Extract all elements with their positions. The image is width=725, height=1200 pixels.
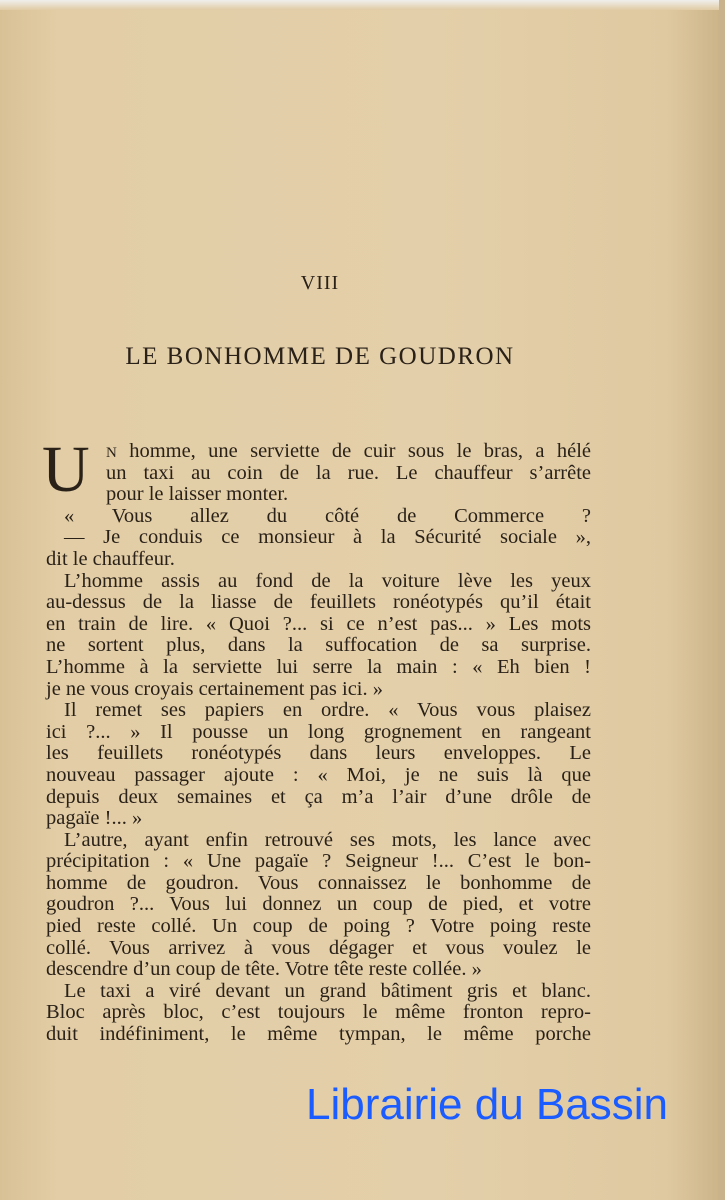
text-line: homme de goudron. Vous connaissez le bonhomme de — [46, 871, 591, 894]
text-line: pour le laisser monter. — [106, 483, 289, 506]
text-line: L’autre, ayant enfin retrouvé ses mots, les lance avec — [64, 828, 591, 851]
text-line: descendre d’un coup de tête. Votre tête reste collée. » — [46, 958, 482, 981]
text-line: les feuillets ronéotypés dans leurs enveloppes. Le — [46, 742, 591, 765]
text-line: je ne vous croyais certainement pas ici. » — [46, 677, 383, 700]
text-line: pagaïe !... » — [46, 807, 143, 830]
text-lines — [46, 441, 591, 1046]
text-line: Le taxi a viré devant un grand bâtiment gris et blanc. — [64, 979, 591, 1002]
chapter-title: LE BONHOMME DE GOUDRON — [125, 343, 515, 370]
page-top-edge — [0, 0, 725, 10]
small-cap: N — [106, 445, 117, 461]
text-line: collé. Vous arrivez à vous dégager et vous voulez le — [46, 936, 591, 959]
text-line: L’homme assis au fond de la voiture lève les yeux — [64, 569, 591, 592]
text-line: duit indéfiniment, le même tympan, le même porche — [46, 1023, 591, 1046]
text-line: précipitation : « Une pagaïe ? Seigneur !... C’est le bon- — [46, 850, 591, 873]
text-line: goudron ?... Vous lui donnez un coup de pied, et votre — [46, 893, 591, 916]
line-text: homme, une serviette de cuir sous le bras, a hélé — [116, 440, 591, 462]
text-line: nouveau passager ajoute : « Moi, je ne suis là que — [46, 763, 591, 786]
text-line: « Vous allez du côté de Commerce ? — [64, 504, 591, 527]
body-text — [42, 433, 591, 1046]
drop-cap: U — [42, 433, 90, 506]
text-line: en train de lire. « Quoi ?... si ce n’est pas... » Les mots — [46, 612, 591, 635]
text-line — [46, 441, 591, 463]
text-line: ici ?... » Il pousse un long grognement en rangeant — [46, 720, 591, 743]
text-line: depuis deux semaines et ça m’a l’air d’une drôle de — [46, 785, 591, 808]
text-line: L’homme à la serviette lui serre la main : « Eh bien ! — [46, 655, 591, 678]
text-line: Bloc après bloc, c’est toujours le même fronton repro- — [46, 1001, 591, 1024]
text-line: ne sortent plus, dans la suffocation de sa surprise. — [46, 634, 591, 657]
watermark: Librairie du Bassin — [306, 1080, 668, 1129]
text-line: pied reste collé. Un coup de poing ? Votre poing reste — [46, 915, 591, 938]
text-line: un taxi au coin de la rue. Le chauffeur s’arrête — [106, 461, 591, 484]
chapter-number: VIII — [300, 272, 340, 294]
page-right-edge — [719, 0, 725, 1200]
text-line: au-dessus de la liasse de feuillets ronéotypés qu’il était — [46, 591, 591, 614]
text-line: Il remet ses papiers en ordre. « Vous vous plaisez — [64, 699, 591, 722]
text-line: dit le chauffeur. — [46, 547, 175, 570]
text-line: — Je conduis ce monsieur à la Sécurité sociale », — [64, 526, 591, 549]
